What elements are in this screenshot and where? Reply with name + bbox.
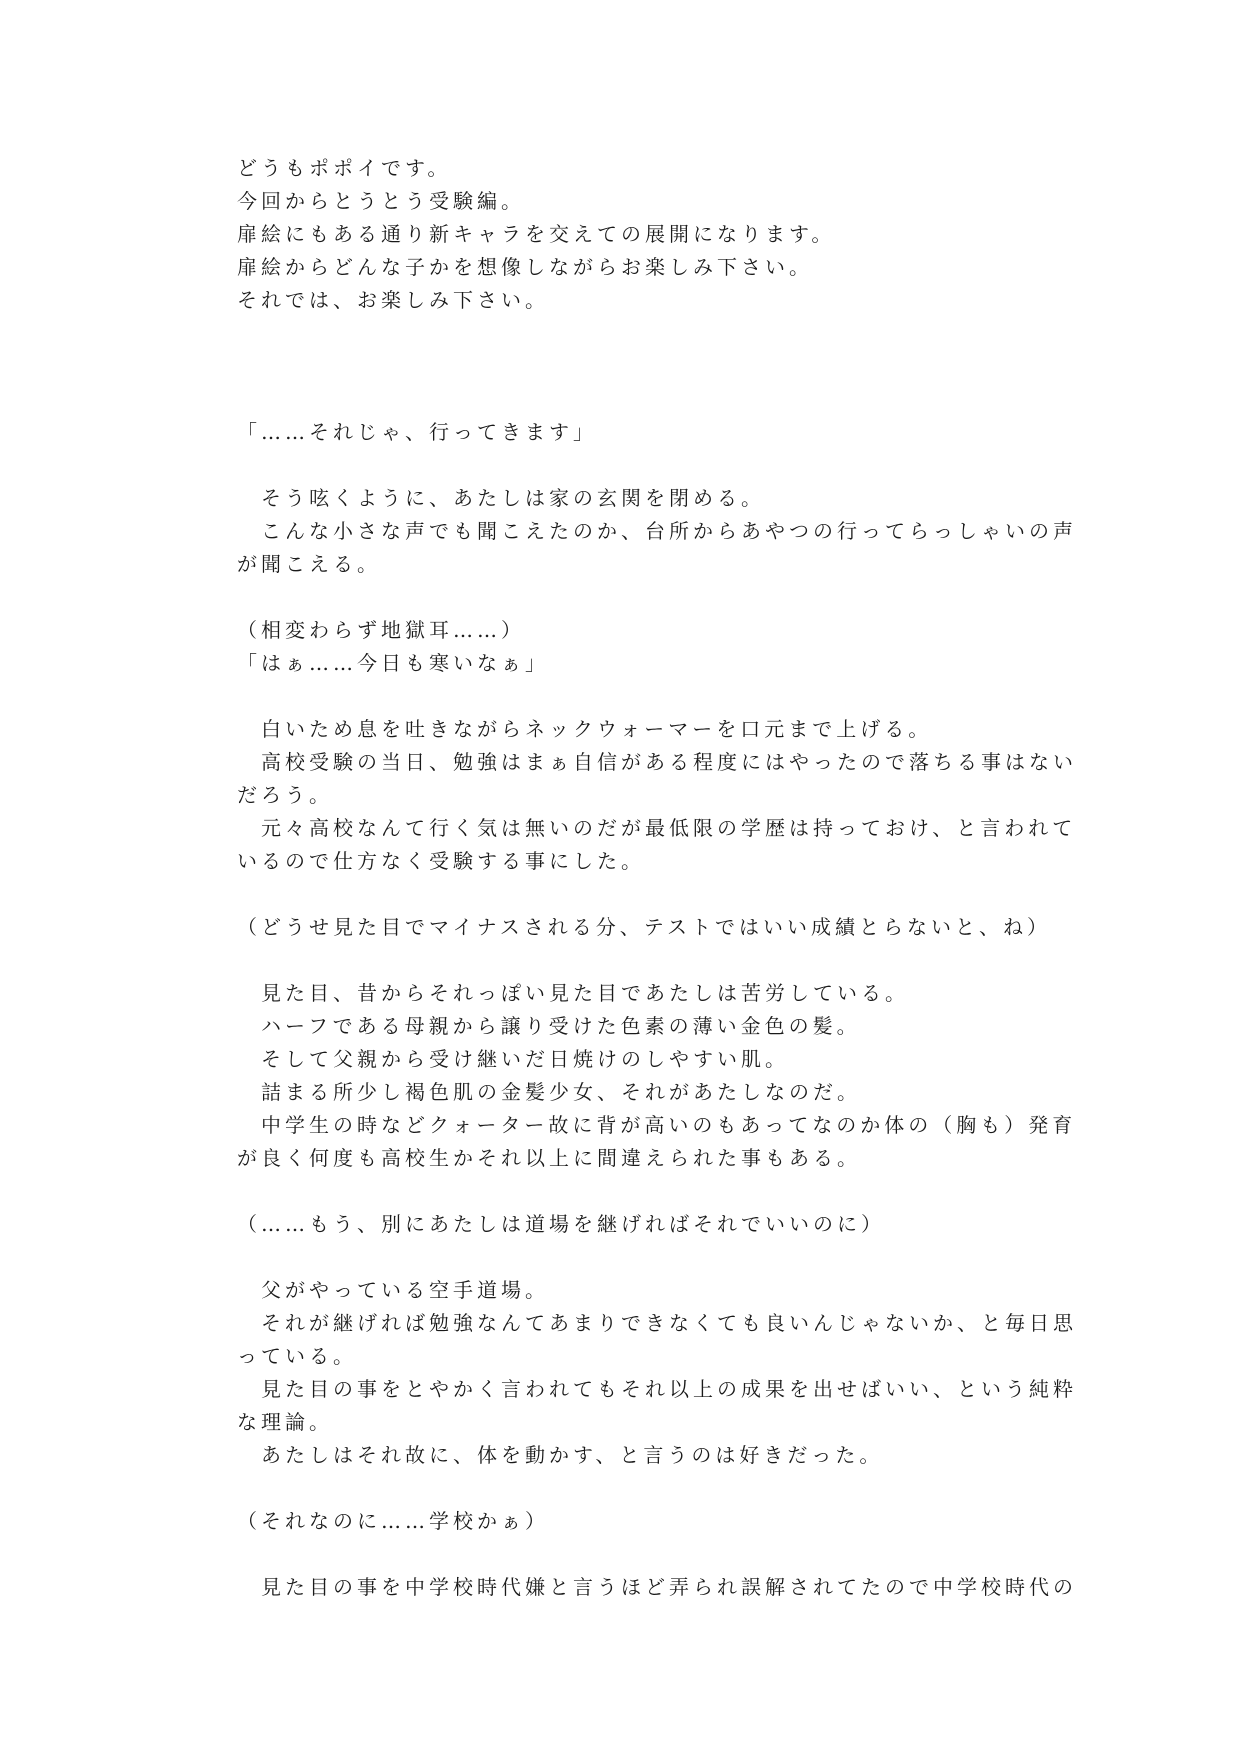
blank-line — [237, 317, 1017, 350]
blank-line — [237, 944, 1017, 977]
blank-line — [237, 680, 1017, 713]
text-line: 見た目の事を中学校時代嫌と言うほど弄られ誤解されてたので中学校時代の — [237, 1575, 1077, 1599]
text-line: （それなのに……学校かぁ） — [237, 1509, 549, 1533]
text-line: が聞こえる。 — [237, 552, 381, 576]
blank-line — [237, 1175, 1017, 1208]
text-line: いるので仕方なく受験する事にした。 — [237, 849, 645, 873]
text-line: それが継げれば勉強なんてあまりできなくても良いんじゃないか、と毎日思 — [237, 1311, 1077, 1335]
text-line: （相変わらず地獄耳……） — [237, 618, 525, 642]
text-line: ハーフである母親から譲り受けた色素の薄い金色の髪。 — [237, 1014, 861, 1038]
text-line: っている。 — [237, 1344, 357, 1368]
text-line: 詰まる所少し褐色肌の金髪少女、それがあたしなのだ。 — [237, 1080, 861, 1104]
blank-line — [237, 383, 1017, 416]
text-line: 父がやっている空手道場。 — [237, 1278, 549, 1302]
text-line: （……もう、別にあたしは道場を継げればそれでいいのに） — [237, 1212, 885, 1236]
text-line: （どうせ見た目でマイナスされる分、テストではいい成績とらないと、ね） — [237, 915, 1051, 939]
text-line: 「……それじゃ、行ってきます」 — [237, 420, 597, 444]
text-line: 中学生の時などクォーター故に背が高いのもあってなのか体の（胸も）発育 — [237, 1113, 1077, 1137]
text-line: こんな小さな声でも聞こえたのか、台所からあやつの行ってらっしゃいの声 — [237, 519, 1077, 543]
text-line: な理論。 — [237, 1410, 333, 1434]
text-line: 白いため息を吐きながらネックウォーマーを口元まで上げる。 — [237, 717, 933, 741]
text-line: 扉絵にもある通り新キャラを交えての展開になります。 — [237, 222, 836, 246]
blank-line — [237, 1472, 1017, 1505]
text-line: 扉絵からどんな子かを想像しながらお楽しみ下さい。 — [237, 255, 813, 279]
blank-line — [237, 581, 1017, 614]
text-line: 見た目の事をとやかく言われてもそれ以上の成果を出せばいい、という純粋 — [237, 1377, 1077, 1401]
text-line: 見た目、昔からそれっぽい見た目であたしは苦労している。 — [237, 981, 909, 1005]
blank-line — [237, 1538, 1017, 1571]
text-line: 「はぁ……今日も寒いなぁ」 — [237, 651, 549, 675]
blank-line — [237, 1241, 1017, 1274]
text-line: 高校受験の当日、勉強はまぁ自信がある程度にはやったので落ちる事はない — [237, 750, 1077, 774]
document-body — [237, 152, 1077, 1604]
blank-line — [237, 350, 1017, 383]
text-line: 元々高校なんて行く気は無いのだが最低限の学歴は持っておけ、と言われて — [237, 816, 1077, 840]
text-line: どうもポポイです。 — [237, 156, 452, 180]
text-line: そして父親から受け継いだ日焼けのしやすい肌。 — [237, 1047, 789, 1071]
blank-line — [237, 878, 1017, 911]
text-line: そう呟くように、あたしは家の玄関を閉める。 — [237, 486, 765, 510]
blank-line — [237, 449, 1017, 482]
text-line: それでは、お楽しみ下さい。 — [237, 288, 549, 312]
text-line: 今回からとうとう受験編。 — [237, 189, 525, 213]
text-line: が良く何度も高校生かそれ以上に間違えられた事もある。 — [237, 1146, 861, 1170]
text-line: だろう。 — [237, 783, 333, 807]
text-line: あたしはそれ故に、体を動かす、と言うのは好きだった。 — [237, 1443, 884, 1467]
